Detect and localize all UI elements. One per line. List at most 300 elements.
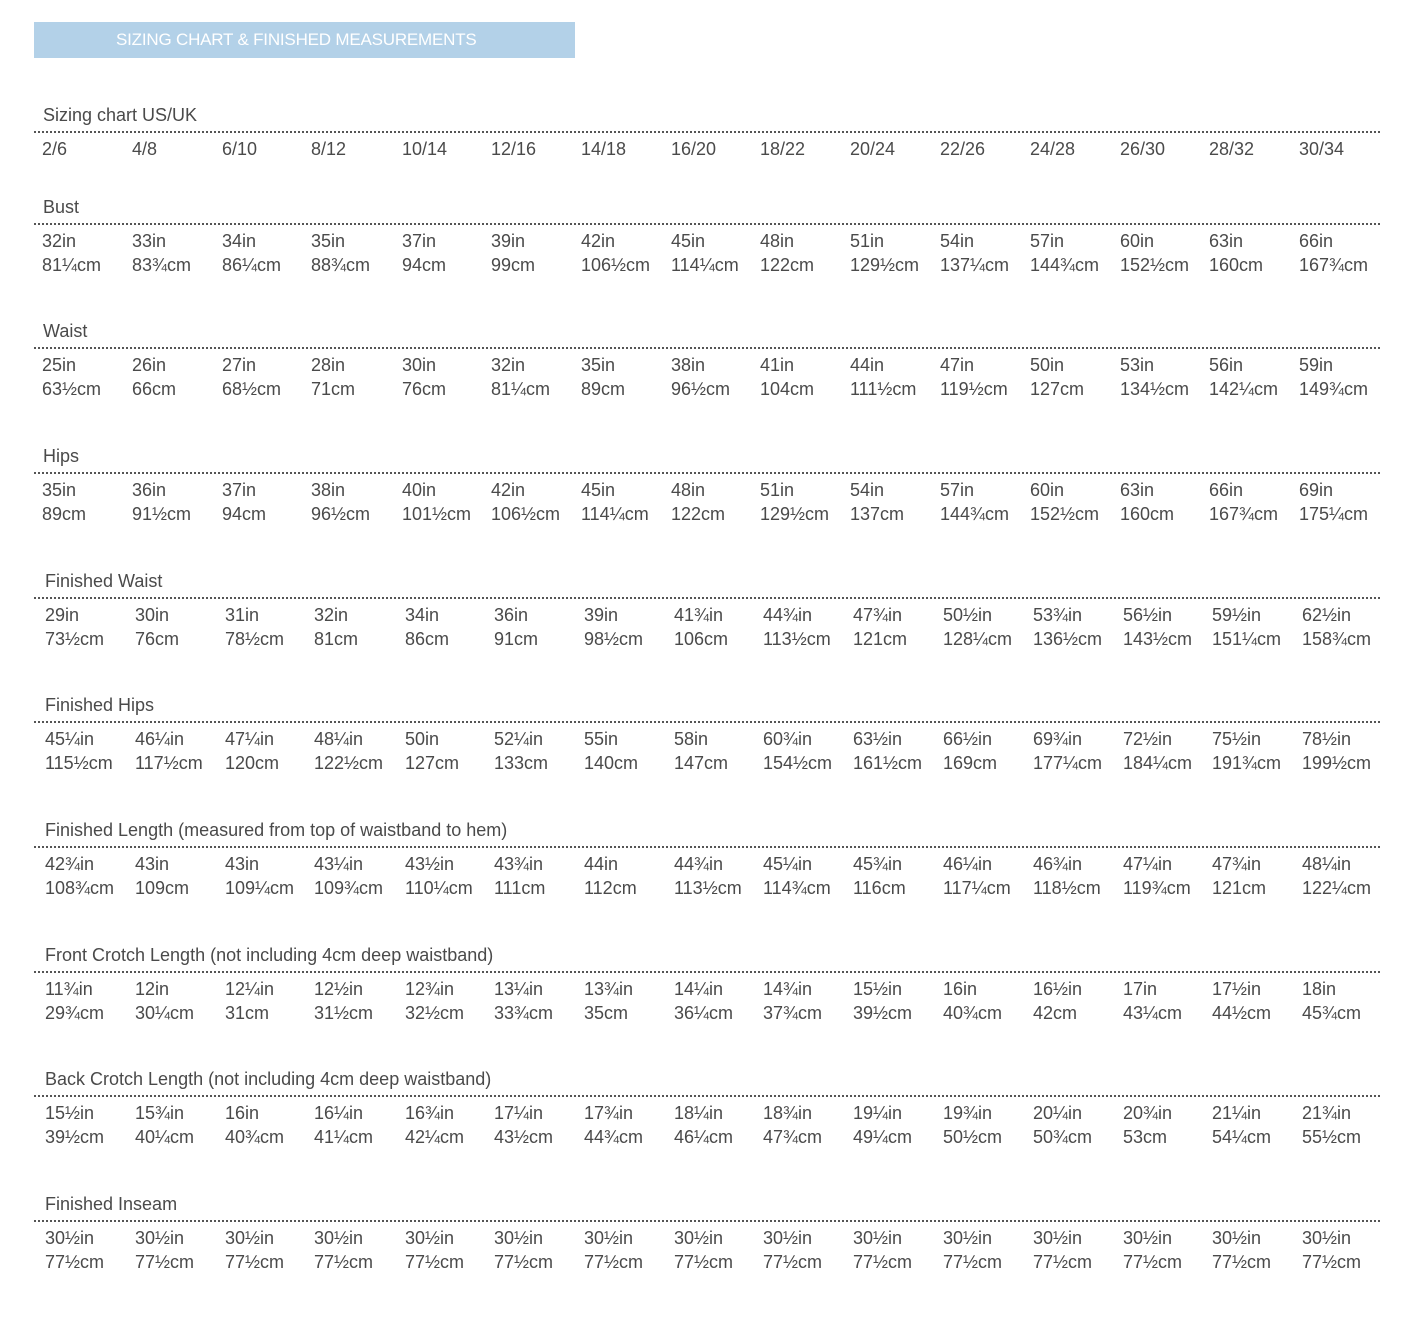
cm-cell: 77½cm — [584, 1252, 644, 1272]
cm-cell: 86cm — [405, 629, 450, 649]
inches-cell: 58in — [674, 729, 709, 749]
inches-cell: 26in — [132, 355, 167, 375]
section-title: Finished Waist — [45, 571, 163, 591]
inches-cell: 75½in — [1212, 729, 1262, 749]
cm-cell: 53cm — [1123, 1127, 1168, 1147]
inches-cell: 13¾in — [584, 979, 634, 999]
cm-cell: 167¾cm — [1209, 504, 1279, 524]
cm-row — [34, 502, 1380, 526]
size-cell: 6/10 — [222, 139, 258, 159]
inches-cell: 21¼in — [1212, 1103, 1262, 1123]
section-title: Finished Hips — [45, 695, 155, 715]
section-back-crotch-length — [34, 1068, 1380, 1149]
cm-cell: 106cm — [674, 629, 729, 649]
cm-cell: 66cm — [132, 379, 177, 399]
cm-cell: 29¾cm — [45, 1003, 105, 1023]
inches-cell: 44in — [850, 355, 885, 375]
inches-cell: 30½in — [494, 1228, 544, 1248]
cm-cell: 35cm — [584, 1003, 629, 1023]
inches-row — [34, 727, 1380, 751]
inches-cell: 33in — [132, 231, 167, 251]
section-front-crotch-length — [34, 944, 1380, 1025]
inches-cell: 34in — [405, 605, 440, 625]
cm-cell: 134½cm — [1120, 379, 1190, 399]
cm-cell: 42cm — [1033, 1003, 1078, 1023]
cm-cell: 109cm — [135, 878, 190, 898]
inches-cell: 42in — [491, 480, 526, 500]
inches-row — [34, 353, 1380, 377]
dotted-divider — [34, 597, 1380, 599]
cm-cell: 152½cm — [1030, 504, 1100, 524]
cm-cell: 191¾cm — [1212, 753, 1282, 773]
cm-cell: 136½cm — [1033, 629, 1103, 649]
cm-cell: 31cm — [225, 1003, 270, 1023]
cm-row — [34, 253, 1380, 277]
inches-row — [34, 852, 1380, 876]
cm-cell: 33¾cm — [494, 1003, 554, 1023]
cm-cell: 99cm — [491, 255, 536, 275]
inches-cell: 14¼in — [674, 979, 724, 999]
inches-cell: 47¾in — [1212, 854, 1262, 874]
cm-cell: 121cm — [1212, 878, 1267, 898]
inches-cell: 69¾in — [1033, 729, 1083, 749]
inches-cell: 30½in — [225, 1228, 275, 1248]
section-title: Hips — [43, 446, 80, 466]
size-cell: 2/6 — [42, 139, 68, 159]
inches-cell: 66½in — [943, 729, 993, 749]
cm-cell: 137cm — [850, 504, 905, 524]
section-waist — [34, 320, 1380, 401]
page-header-banner — [34, 22, 575, 58]
cm-cell: 119¾cm — [1123, 878, 1191, 898]
cm-cell: 89cm — [42, 504, 87, 524]
cm-cell: 160cm — [1120, 504, 1175, 524]
inches-cell: 30½in — [853, 1228, 903, 1248]
cm-cell: 114¼cm — [671, 255, 739, 275]
cm-cell: 68½cm — [222, 379, 282, 399]
cm-cell: 109¾cm — [314, 878, 384, 898]
inches-cell: 30½in — [314, 1228, 364, 1248]
cm-cell: 76cm — [402, 379, 447, 399]
section-bust — [34, 196, 1380, 277]
cm-cell: 77½cm — [314, 1252, 374, 1272]
cm-cell: 77½cm — [1033, 1252, 1093, 1272]
inches-cell: 18in — [1302, 979, 1337, 999]
inches-cell: 32in — [314, 605, 349, 625]
cm-cell: 77½cm — [494, 1252, 554, 1272]
cm-cell: 152½cm — [1120, 255, 1190, 275]
inches-cell: 46¼in — [135, 729, 185, 749]
cm-cell: 128¼cm — [943, 629, 1013, 649]
inches-cell: 46¾in — [1033, 854, 1083, 874]
cm-cell: 76cm — [135, 629, 180, 649]
cm-cell: 81¼cm — [491, 379, 551, 399]
cm-row — [34, 1125, 1380, 1149]
dotted-divider — [34, 131, 1380, 133]
dotted-divider — [34, 1095, 1380, 1097]
cm-cell: 54¼cm — [1212, 1127, 1272, 1147]
cm-cell: 144¾cm — [1030, 255, 1100, 275]
cm-cell: 31½cm — [314, 1003, 374, 1023]
inches-cell: 60in — [1030, 480, 1065, 500]
inches-cell: 15½in — [853, 979, 903, 999]
inches-cell: 43in — [225, 854, 260, 874]
cm-cell: 143½cm — [1123, 629, 1193, 649]
inches-cell: 17¼in — [494, 1103, 544, 1123]
inches-cell: 30½in — [405, 1228, 455, 1248]
dotted-divider — [34, 721, 1380, 723]
section-title: Bust — [43, 197, 80, 217]
inches-cell: 52¼in — [494, 729, 544, 749]
inches-cell: 62½in — [1302, 605, 1352, 625]
inches-cell: 30½in — [45, 1228, 95, 1248]
cm-cell: 118½cm — [1033, 878, 1101, 898]
cm-row — [34, 1250, 1380, 1274]
cm-cell: 91cm — [494, 629, 539, 649]
inches-cell: 30½in — [1123, 1228, 1173, 1248]
inches-cell: 54in — [850, 480, 885, 500]
inches-cell: 11¾in — [45, 979, 93, 999]
cm-cell: 137¼cm — [940, 255, 1010, 275]
dotted-divider — [34, 1220, 1380, 1222]
inches-cell: 63in — [1120, 480, 1155, 500]
cm-cell: 30¼cm — [135, 1003, 195, 1023]
cm-cell: 158¾cm — [1302, 629, 1372, 649]
inches-cell: 45in — [671, 231, 706, 251]
inches-cell: 39in — [491, 231, 526, 251]
cm-cell: 127cm — [1030, 379, 1085, 399]
inches-cell: 17¾in — [584, 1103, 634, 1123]
size-cell: 4/8 — [132, 139, 158, 159]
section-title: Finished Length (measured from top of waistband to hem) — [45, 820, 508, 840]
cm-cell: 73½cm — [45, 629, 105, 649]
inches-cell: 12in — [135, 979, 170, 999]
inches-cell: 45¾in — [853, 854, 903, 874]
cm-cell: 98½cm — [584, 629, 644, 649]
cm-cell: 77½cm — [1302, 1252, 1362, 1272]
cm-cell: 50¾cm — [1033, 1127, 1093, 1147]
inches-cell: 72½in — [1123, 729, 1173, 749]
cm-cell: 55½cm — [1302, 1127, 1362, 1147]
cm-cell: 129½cm — [760, 504, 830, 524]
cm-cell: 96½cm — [311, 504, 371, 524]
inches-cell: 21¾in — [1302, 1103, 1352, 1123]
cm-cell: 142¼cm — [1209, 379, 1279, 399]
inches-cell: 66in — [1209, 480, 1244, 500]
inches-cell: 47¾in — [853, 605, 903, 625]
cm-cell: 160cm — [1209, 255, 1264, 275]
inches-cell: 50in — [405, 729, 440, 749]
cm-cell: 83¾cm — [132, 255, 192, 275]
cm-cell: 167¾cm — [1299, 255, 1369, 275]
inches-cell: 43¾in — [494, 854, 544, 874]
cm-cell: 77½cm — [225, 1252, 285, 1272]
inches-cell: 53in — [1120, 355, 1155, 375]
cm-cell: 122½cm — [314, 753, 384, 773]
inches-cell: 12½in — [314, 979, 364, 999]
inches-cell: 59½in — [1212, 605, 1262, 625]
cm-cell: 101½cm — [402, 504, 472, 524]
cm-cell: 71cm — [311, 379, 356, 399]
size-cell: 24/28 — [1030, 139, 1076, 159]
inches-cell: 30in — [402, 355, 437, 375]
cm-cell: 77½cm — [405, 1252, 465, 1272]
inches-cell: 51in — [850, 231, 885, 251]
cm-cell: 94cm — [222, 504, 267, 524]
inches-cell: 44¾in — [674, 854, 724, 874]
section-sizing-chart-us-uk — [34, 104, 1380, 161]
section-title: Finished Inseam — [45, 1194, 178, 1214]
inches-cell: 43in — [135, 854, 170, 874]
inches-cell: 48in — [760, 231, 795, 251]
cm-cell: 113½cm — [674, 878, 742, 898]
inches-cell: 47¼in — [225, 729, 275, 749]
section-title: Waist — [43, 321, 88, 341]
cm-cell: 169cm — [943, 753, 998, 773]
inches-cell: 35in — [581, 355, 616, 375]
inches-cell: 57in — [940, 480, 975, 500]
inches-cell: 16¼in — [314, 1103, 364, 1123]
inches-cell: 30½in — [1033, 1228, 1083, 1248]
cm-cell: 121cm — [853, 629, 908, 649]
inches-cell: 42in — [581, 231, 616, 251]
cm-cell: 133cm — [494, 753, 549, 773]
cm-cell: 117½cm — [135, 753, 203, 773]
cm-cell: 110¼cm — [405, 878, 473, 898]
size-cell: 14/18 — [581, 139, 627, 159]
inches-cell: 36in — [494, 605, 529, 625]
cm-cell: 50½cm — [943, 1127, 1003, 1147]
cm-cell: 47¾cm — [763, 1127, 823, 1147]
cm-cell: 40¾cm — [943, 1003, 1003, 1023]
inches-cell: 63½in — [853, 729, 903, 749]
cm-cell: 40¾cm — [225, 1127, 285, 1147]
inches-cell: 13¼in — [494, 979, 544, 999]
inches-cell: 51in — [760, 480, 795, 500]
cm-cell: 122cm — [760, 255, 815, 275]
inches-cell: 56½in — [1123, 605, 1173, 625]
inches-cell: 37in — [222, 480, 257, 500]
cm-cell: 111½cm — [850, 379, 917, 399]
inches-cell: 78½in — [1302, 729, 1352, 749]
cm-cell: 119½cm — [940, 379, 1008, 399]
inches-cell: 63in — [1209, 231, 1244, 251]
inches-cell: 17½in — [1212, 979, 1262, 999]
cm-cell: 81cm — [314, 629, 359, 649]
cm-cell: 127cm — [405, 753, 460, 773]
size-cell: 16/20 — [671, 139, 717, 159]
cm-cell: 45¾cm — [1302, 1003, 1362, 1023]
inches-row — [34, 1226, 1380, 1250]
inches-cell: 45¼in — [45, 729, 95, 749]
inches-cell: 45in — [581, 480, 616, 500]
section-title: Sizing chart US/UK — [43, 105, 198, 125]
inches-cell: 59in — [1299, 355, 1334, 375]
cm-cell: 63½cm — [42, 379, 102, 399]
inches-cell: 53¾in — [1033, 605, 1083, 625]
cm-cell: 144¾cm — [940, 504, 1010, 524]
cm-cell: 149¾cm — [1299, 379, 1369, 399]
section-finished-inseam — [34, 1193, 1380, 1274]
cm-cell: 77½cm — [1212, 1252, 1272, 1272]
cm-cell: 40¼cm — [135, 1127, 195, 1147]
inches-cell: 41¾in — [674, 605, 724, 625]
inches-cell: 16¾in — [405, 1103, 455, 1123]
cm-cell: 96½cm — [671, 379, 731, 399]
cm-cell: 106½cm — [491, 504, 561, 524]
inches-cell: 47in — [940, 355, 975, 375]
cm-cell: 140cm — [584, 753, 639, 773]
inches-cell: 30½in — [674, 1228, 724, 1248]
inches-cell: 18¼in — [674, 1103, 724, 1123]
section-title: Front Crotch Length (not including 4cm deep waistband) — [45, 945, 494, 965]
inches-cell: 17in — [1123, 979, 1158, 999]
inches-row — [34, 478, 1380, 502]
inches-row — [34, 603, 1380, 627]
inches-cell: 35in — [311, 231, 346, 251]
inches-cell: 30½in — [584, 1228, 634, 1248]
cm-cell: 175¼cm — [1299, 504, 1369, 524]
cm-cell: 113½cm — [763, 629, 831, 649]
cm-cell: 147cm — [674, 753, 729, 773]
cm-cell: 78½cm — [225, 629, 285, 649]
cm-cell: 104cm — [760, 379, 815, 399]
size-row — [34, 137, 1380, 161]
inches-cell: 60in — [1120, 231, 1155, 251]
inches-cell: 42¾in — [45, 854, 95, 874]
inches-cell: 30½in — [135, 1228, 185, 1248]
cm-cell: 77½cm — [135, 1252, 195, 1272]
cm-cell: 111cm — [494, 878, 546, 898]
inches-cell: 48in — [671, 480, 706, 500]
inches-cell: 15¾in — [135, 1103, 185, 1123]
inches-row — [34, 229, 1380, 253]
inches-cell: 28in — [311, 355, 346, 375]
cm-cell: 122¼cm — [1302, 878, 1372, 898]
inches-cell: 57in — [1030, 231, 1065, 251]
dotted-divider — [34, 846, 1380, 848]
inches-cell: 37in — [402, 231, 437, 251]
cm-cell: 42¼cm — [405, 1127, 465, 1147]
cm-cell: 88¾cm — [311, 255, 371, 275]
cm-cell: 117¼cm — [943, 878, 1011, 898]
cm-cell: 114¾cm — [763, 878, 831, 898]
inches-cell: 20¼in — [1033, 1103, 1083, 1123]
inches-cell: 66in — [1299, 231, 1334, 251]
cm-cell: 154½cm — [763, 753, 833, 773]
inches-cell: 12¼in — [225, 979, 275, 999]
inches-row — [34, 977, 1380, 1001]
dotted-divider — [34, 472, 1380, 474]
inches-cell: 30½in — [943, 1228, 993, 1248]
inches-cell: 25in — [42, 355, 77, 375]
inches-cell: 38in — [671, 355, 706, 375]
cm-cell: 199½cm — [1302, 753, 1372, 773]
cm-cell: 39½cm — [45, 1127, 105, 1147]
inches-cell: 19¼in — [853, 1103, 903, 1123]
inches-cell: 43¼in — [314, 854, 364, 874]
cm-cell: 32½cm — [405, 1003, 465, 1023]
inches-cell: 43½in — [405, 854, 455, 874]
inches-cell: 15½in — [45, 1103, 95, 1123]
inches-cell: 44in — [584, 854, 619, 874]
inches-cell: 30½in — [763, 1228, 813, 1248]
inches-cell: 12¾in — [405, 979, 455, 999]
cm-cell: 43½cm — [494, 1127, 554, 1147]
cm-cell: 36¼cm — [674, 1003, 734, 1023]
size-cell: 20/24 — [850, 139, 896, 159]
cm-cell: 91½cm — [132, 504, 192, 524]
inches-cell: 18¾in — [763, 1103, 813, 1123]
dotted-divider — [34, 223, 1380, 225]
cm-cell: 77½cm — [674, 1252, 734, 1272]
inches-cell: 48¼in — [1302, 854, 1352, 874]
section-finished-hips — [34, 694, 1380, 775]
cm-cell: 44¾cm — [584, 1127, 644, 1147]
cm-cell: 161½cm — [853, 753, 923, 773]
cm-row — [34, 876, 1380, 900]
inches-cell: 30½in — [1302, 1228, 1352, 1248]
inches-cell: 45¼in — [763, 854, 813, 874]
inches-cell: 32in — [491, 355, 526, 375]
section-finished-waist — [34, 570, 1380, 651]
inches-row — [34, 1101, 1380, 1125]
inches-cell: 50in — [1030, 355, 1065, 375]
inches-cell: 35in — [42, 480, 77, 500]
cm-cell: 39½cm — [853, 1003, 913, 1023]
cm-row — [34, 627, 1380, 651]
cm-cell: 77½cm — [1123, 1252, 1183, 1272]
cm-cell: 89cm — [581, 379, 626, 399]
inches-cell: 30½in — [1212, 1228, 1262, 1248]
cm-cell: 77½cm — [763, 1252, 823, 1272]
inches-cell: 31in — [225, 605, 260, 625]
cm-cell: 120cm — [225, 753, 280, 773]
cm-cell: 86¼cm — [222, 255, 282, 275]
inches-cell: 36in — [132, 480, 167, 500]
cm-cell: 43¼cm — [1123, 1003, 1183, 1023]
section-hips — [34, 445, 1380, 526]
cm-cell: 108¾cm — [45, 878, 115, 898]
cm-cell: 46¼cm — [674, 1127, 734, 1147]
size-cell: 30/34 — [1299, 139, 1345, 159]
cm-cell: 41¼cm — [314, 1127, 374, 1147]
cm-cell: 37¾cm — [763, 1003, 823, 1023]
size-cell: 10/14 — [402, 139, 448, 159]
inches-cell: 29in — [45, 605, 80, 625]
size-cell: 26/30 — [1120, 139, 1166, 159]
inches-cell: 46¼in — [943, 854, 993, 874]
inches-cell: 50½in — [943, 605, 993, 625]
cm-cell: 77½cm — [943, 1252, 1003, 1272]
cm-cell: 151¼cm — [1212, 629, 1282, 649]
size-cell: 8/12 — [311, 139, 347, 159]
inches-cell: 20¾in — [1123, 1103, 1173, 1123]
size-cell: 12/16 — [491, 139, 537, 159]
inches-cell: 60¾in — [763, 729, 813, 749]
section-title: Back Crotch Length (not including 4cm deep waistband) — [45, 1069, 492, 1089]
inches-cell: 16in — [943, 979, 978, 999]
cm-row — [34, 377, 1380, 401]
cm-cell: 106½cm — [581, 255, 651, 275]
inches-cell: 56in — [1209, 355, 1244, 375]
inches-cell: 16½in — [1033, 979, 1083, 999]
cm-cell: 44½cm — [1212, 1003, 1272, 1023]
inches-cell: 14¾in — [763, 979, 813, 999]
size-cell: 28/32 — [1209, 139, 1255, 159]
cm-cell: 184¼cm — [1123, 753, 1193, 773]
dotted-divider — [34, 347, 1380, 349]
